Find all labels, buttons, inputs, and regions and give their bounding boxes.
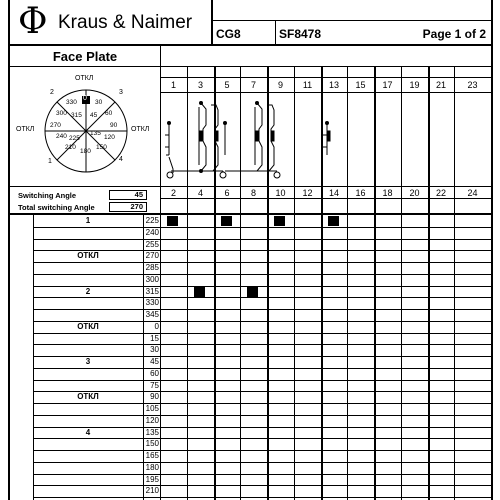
- dial-angle: 150: [96, 144, 107, 151]
- row-angle: 180: [145, 463, 159, 472]
- angle-block-top-line: [8, 186, 161, 187]
- dial-angle: 90: [110, 122, 118, 129]
- terminal-top-label: 5: [224, 80, 230, 90]
- contact-closed-mark: [221, 216, 232, 226]
- contact-closed-mark: [167, 216, 178, 226]
- dial-angle: 270: [50, 122, 61, 129]
- row-angle: 315: [145, 287, 159, 296]
- row-position: ОТКЛ: [77, 392, 99, 401]
- row-position: 4: [85, 428, 91, 437]
- row-angle: 30: [150, 345, 159, 354]
- row-angle: 75: [150, 381, 159, 390]
- contact-closed-mark: [194, 287, 205, 297]
- dial-pos-1: 1: [48, 158, 52, 165]
- terminal-bottom-label: 10: [275, 188, 286, 198]
- table-row-line: [33, 262, 491, 263]
- dial-pos-4: 4: [119, 156, 123, 163]
- row-angle: 165: [145, 451, 159, 460]
- table-row-line: [33, 309, 491, 310]
- series-code: CG8: [216, 27, 241, 41]
- total-angle-value: 270: [130, 202, 143, 211]
- table-row-line: [33, 415, 491, 416]
- dial-angle: 60: [105, 110, 113, 117]
- dial-angle: 30: [95, 99, 103, 106]
- row-angle: 330: [145, 298, 159, 307]
- table-row-line: [33, 462, 491, 463]
- contact-schematic: [161, 95, 491, 187]
- table-row-line: [33, 450, 491, 451]
- total-angle-box: [109, 202, 147, 212]
- terminal-top-row-line: [161, 77, 491, 78]
- dial-pos-3: 3: [119, 89, 123, 96]
- dial-label-top: ОТКЛ: [75, 75, 94, 82]
- switching-angle-box: [109, 190, 147, 200]
- frame-right: [491, 0, 493, 500]
- dial-angle: 45: [90, 112, 98, 119]
- row-angle: 285: [145, 263, 159, 272]
- table-row-line: [33, 274, 491, 275]
- table-row-line: [33, 239, 491, 240]
- terminal-bottom-row-bottom: [161, 198, 491, 199]
- table-row-line: [33, 227, 491, 228]
- contact-closed-mark: [328, 216, 339, 226]
- row-angle: 300: [145, 275, 159, 284]
- row-position: 1: [85, 216, 91, 225]
- row-angle: 195: [145, 475, 159, 484]
- terminal-bottom-label: 18: [382, 188, 393, 198]
- total-angle-label: Total switching Angle: [18, 203, 95, 212]
- contact-closed-mark: [247, 287, 258, 297]
- terminal-bottom-label: 22: [435, 188, 446, 198]
- dial-label-left: ОТКЛ: [16, 126, 35, 133]
- header-bottom-line: [8, 44, 493, 46]
- terminal-bottom-label: 16: [355, 188, 366, 198]
- row-position: 2: [85, 287, 91, 296]
- dial-angle: 210: [65, 144, 76, 151]
- dial-angle: 180: [80, 148, 91, 155]
- terminal-top-label: 19: [409, 80, 420, 90]
- table-row-line: [33, 333, 491, 334]
- terminal-bottom-label: 20: [409, 188, 420, 198]
- terminal-top-label: 17: [382, 80, 393, 90]
- table-row-line: [33, 474, 491, 475]
- table-row-line: [33, 297, 491, 298]
- table-row-line: [33, 497, 491, 498]
- face-plate-dial: [10, 68, 160, 188]
- dial-pos-2: 2: [50, 89, 54, 96]
- terminal-bottom-label: 24: [467, 188, 478, 198]
- row-angle: 150: [145, 439, 159, 448]
- dial-center-mark: 0: [83, 95, 87, 102]
- header-divider: [211, 0, 213, 45]
- dial-angle: 300: [56, 110, 67, 117]
- row-angle: 105: [145, 404, 159, 413]
- row-angle: 255: [145, 240, 159, 249]
- title-row-line: [8, 66, 493, 67]
- switching-angle-label: Switching Angle: [18, 191, 77, 200]
- brand-header: [10, 0, 210, 45]
- terminal-top-label: 21: [435, 80, 446, 90]
- terminal-top-label: 11: [302, 80, 313, 90]
- row-angle: 225: [145, 216, 159, 225]
- terminal-bottom-label: 12: [302, 188, 313, 198]
- contact-closed-mark: [274, 216, 285, 226]
- switching-angle-value: 45: [134, 190, 143, 199]
- logo-symbol: Φ: [18, 1, 48, 42]
- table-row-line: [33, 380, 491, 381]
- dial-angle: 240: [56, 133, 67, 140]
- page-indicator: Page 1 of 2: [422, 27, 486, 41]
- dial-angle: 120: [104, 134, 115, 141]
- terminal-top-label: 9: [277, 80, 283, 90]
- row-angle: 135: [145, 428, 159, 437]
- row-angle: 210: [145, 486, 159, 495]
- terminal-top-label: 7: [250, 80, 256, 90]
- face-plate-title: Face Plate: [52, 49, 118, 64]
- table-row-line: [33, 438, 491, 439]
- table-row-line: [33, 403, 491, 404]
- table-row-line: [33, 344, 491, 345]
- terminal-bottom-label: 4: [197, 188, 203, 198]
- header-cell-divider: [275, 20, 276, 45]
- row-angle: 15: [150, 334, 159, 343]
- terminal-top-label: 13: [328, 80, 339, 90]
- terminal-top-label: 1: [170, 80, 176, 90]
- row-angle: 90: [150, 392, 159, 401]
- terminal-bottom-label: 14: [328, 188, 339, 198]
- row-angle: 45: [150, 357, 159, 366]
- terminal-bottom-label: 8: [250, 188, 256, 198]
- row-position: ОТКЛ: [77, 322, 99, 331]
- header-row-line: [211, 20, 492, 21]
- table-top-line: [8, 213, 493, 215]
- row-position: 3: [85, 357, 91, 366]
- terminal-top-label: 15: [355, 80, 366, 90]
- terminal-bottom-label: 2: [170, 188, 176, 198]
- row-position: ОТКЛ: [77, 251, 99, 260]
- table-row-line: [33, 485, 491, 486]
- dial-angle: 135: [90, 130, 101, 137]
- terminal-top-label: 23: [467, 80, 478, 90]
- dial-angle: 225: [69, 135, 80, 142]
- row-angle: 240: [145, 228, 159, 237]
- dial-label-right: ОТКЛ: [131, 126, 150, 133]
- row-angle: 270: [145, 251, 159, 260]
- terminal-bottom-label: 6: [224, 188, 230, 198]
- dial-angle: 315: [71, 112, 82, 119]
- terminal-top-row-bottom: [161, 92, 491, 93]
- terminal-top-label: 3: [197, 80, 203, 90]
- table-row-line: [33, 368, 491, 369]
- dial-angle: 330: [66, 99, 77, 106]
- drawing-number: SF8478: [279, 27, 322, 41]
- row-angle: 60: [150, 369, 159, 378]
- row-angle: 120: [145, 416, 159, 425]
- row-angle: 345: [145, 310, 159, 319]
- brand-name: Kraus & Naimer: [58, 12, 193, 33]
- row-angle: 0: [154, 322, 159, 331]
